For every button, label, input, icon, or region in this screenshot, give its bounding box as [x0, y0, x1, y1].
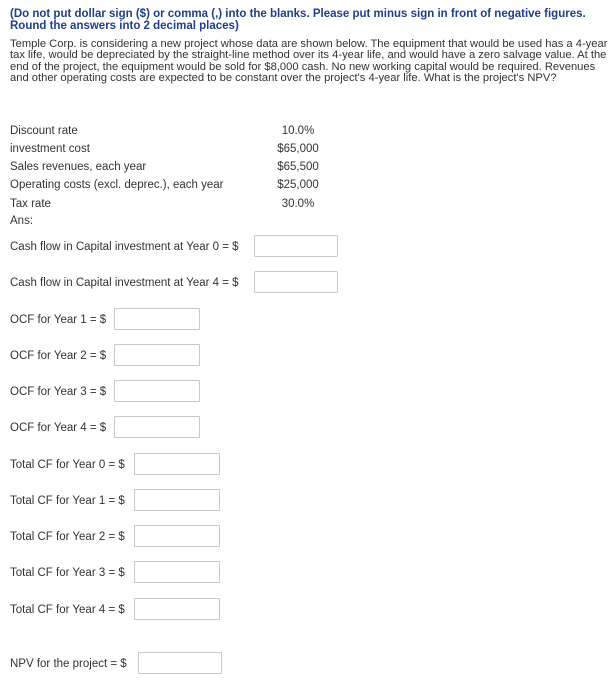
question-label: OCF for Year 4 = $	[10, 422, 107, 434]
question-label: OCF for Year 3 = $	[10, 386, 107, 398]
answer-input-total-cf-year3[interactable]	[134, 561, 220, 583]
data-value: $65,500	[277, 161, 319, 173]
data-label: Sales revenues, each year	[10, 161, 147, 173]
problem-statement: Temple Corp. is considering a new project whose data are shown below. The equipment that would be used has a 4-year tax life, would be depreciated by the straight-line method over its 4-year life, and would have a zero salvage value. At the end of the project, the equipment would be sold for $8,000 cash. No new working capital would be required. Revenues and other operating costs are expected to be constant over the project's 4-year life. What is the project's NPV?	[10, 38, 608, 85]
question-label: Total CF for Year 1 = $	[10, 495, 125, 507]
question-label: Cash flow in Capital investment at Year 4 = $	[10, 277, 239, 289]
data-row-discount-rate	[10, 123, 330, 139]
answer-input-ocf-year4[interactable]	[114, 416, 200, 438]
question-label: Total CF for Year 0 = $	[10, 459, 125, 471]
data-value: $25,000	[277, 179, 319, 191]
answer-input-npv[interactable]	[138, 652, 222, 674]
data-row-tax-rate	[10, 196, 330, 212]
data-label: Discount rate	[10, 125, 78, 137]
answer-input-capital-year0[interactable]	[254, 235, 338, 257]
data-label: Operating costs (excl. deprec.), each year	[10, 179, 224, 191]
question-label: Cash flow in Capital investment at Year 0 = $	[10, 241, 239, 253]
answer-input-ocf-year3[interactable]	[114, 380, 200, 402]
ans-label: Ans:	[10, 215, 34, 227]
question-label: OCF for Year 1 = $	[10, 314, 107, 326]
data-label: Tax rate	[10, 198, 51, 210]
answer-input-capital-year4[interactable]	[254, 271, 338, 293]
answer-input-ocf-year2[interactable]	[114, 344, 200, 366]
question-label: NPV for the project = $	[10, 658, 127, 670]
instructions-text: (Do not put dollar sign ($) or comma (,) into the blanks. Please put minus sign in front of negative figures. Round the answers into 2 decimal places)	[10, 8, 586, 32]
answer-input-ocf-year1[interactable]	[114, 308, 200, 330]
answer-input-total-cf-year2[interactable]	[134, 525, 220, 547]
question-label: Total CF for Year 2 = $	[10, 531, 125, 543]
answer-input-total-cf-year1[interactable]	[134, 489, 220, 511]
data-row-investment-cost	[10, 141, 330, 157]
answer-input-total-cf-year0[interactable]	[134, 453, 220, 475]
data-label: investment cost	[10, 143, 90, 155]
question-label: Total CF for Year 4 = $	[10, 604, 125, 616]
data-row-operating-costs	[10, 177, 330, 193]
data-value: 30.0%	[281, 198, 315, 210]
data-row-sales-revenues	[10, 159, 330, 175]
answer-input-total-cf-year4[interactable]	[134, 598, 220, 620]
question-label: OCF for Year 2 = $	[10, 350, 107, 362]
data-value: 10.0%	[281, 125, 315, 137]
data-value: $65,000	[277, 143, 319, 155]
question-label: Total CF for Year 3 = $	[10, 567, 125, 579]
